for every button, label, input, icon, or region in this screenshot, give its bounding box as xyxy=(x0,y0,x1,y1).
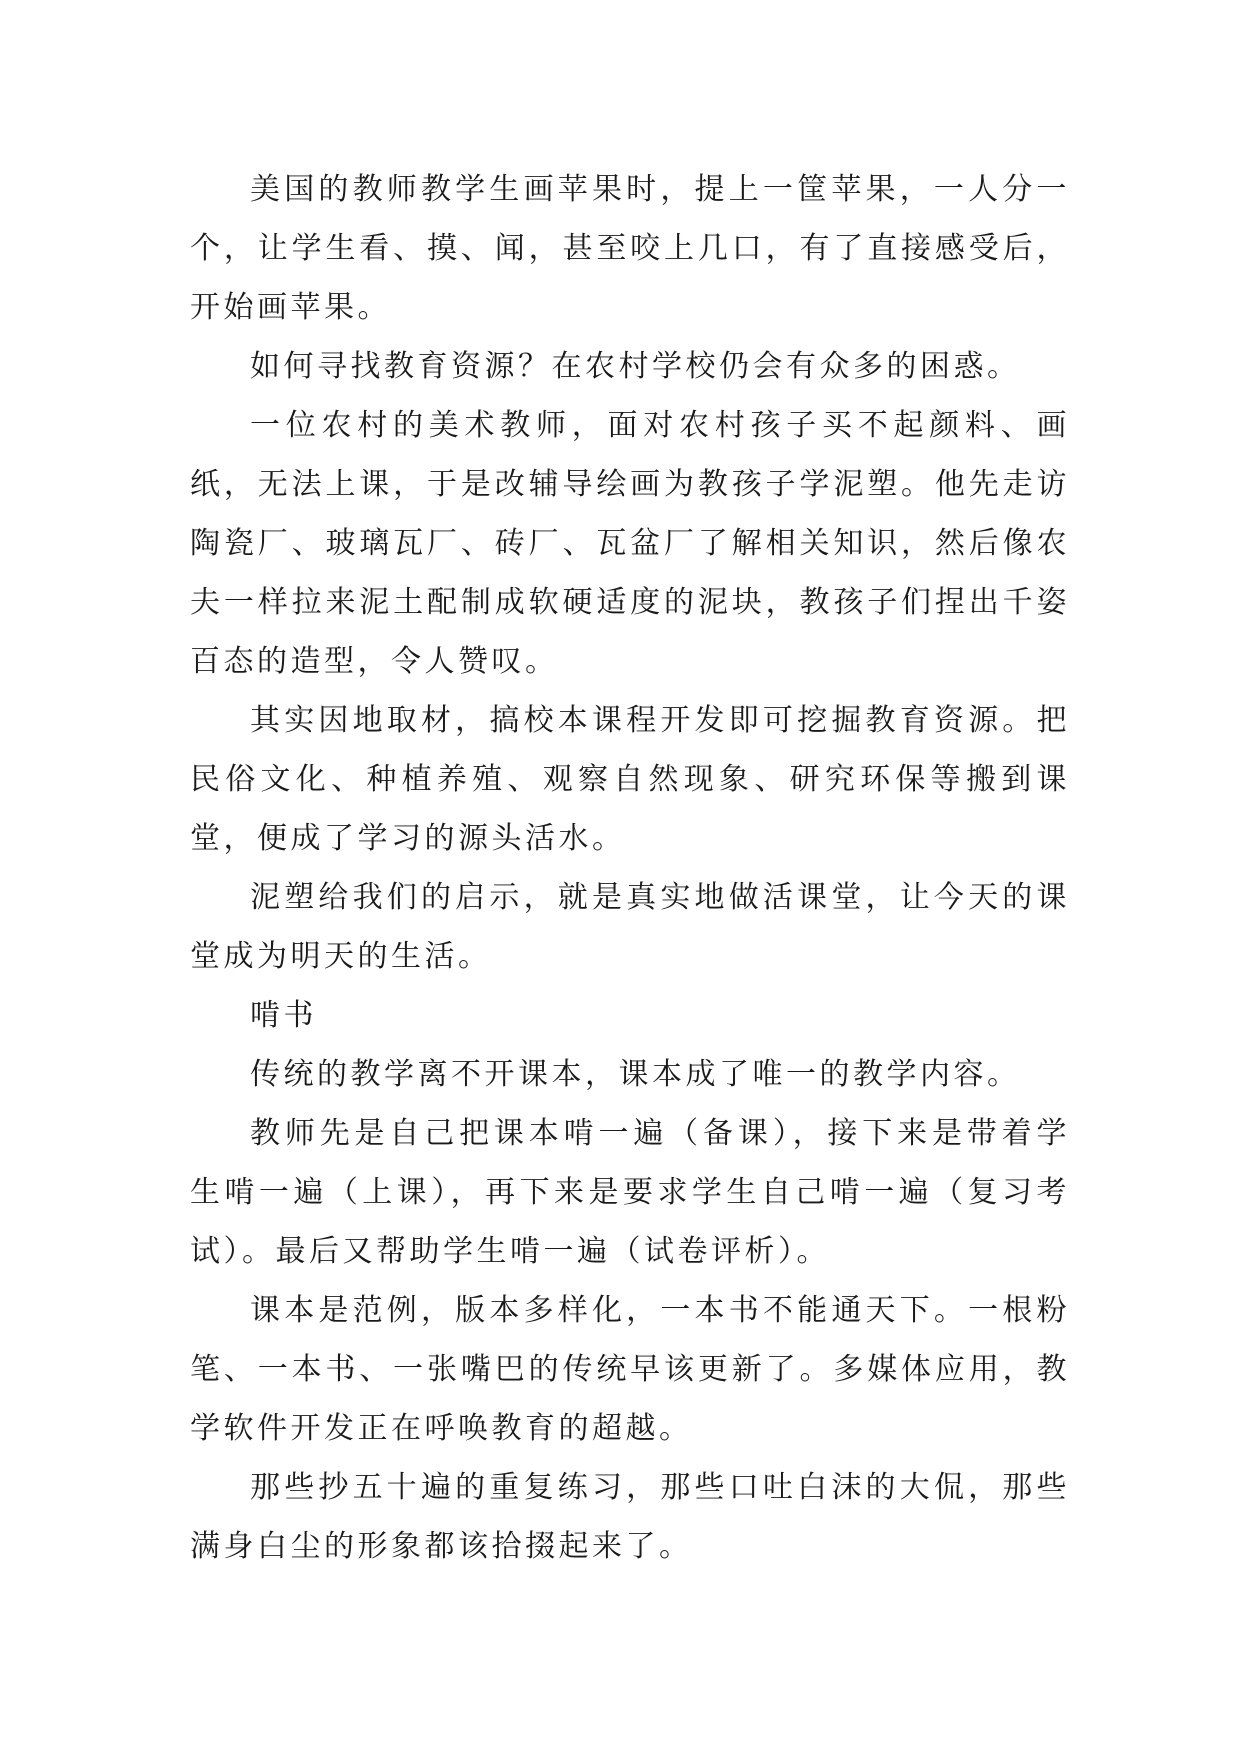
paragraph-teacher-routine: 教师先是自己把课本啃一遍（备课），接下来是带着学生啃一遍（上课），再下来是要求学生自己啃一遍（复习考试）。最后又帮助学生啃一遍（试卷评析）。 xyxy=(190,1116,1070,1269)
paragraph-traditional-textbook: 传统的教学离不开课本，课本成了唯一的教学内容。 xyxy=(250,1057,1021,1092)
document-page xyxy=(190,160,1070,1576)
paragraph-resource-question: 如何寻找教育资源？在农村学校仍会有众多的困惑。 xyxy=(250,349,1021,384)
paragraph-apple-drawing: 美国的教师教学生画苹果时，提上一筐苹果，一人分一个，让学生看、摸、闻，甚至咬上几口，有了直接感受后，开始画苹果。 xyxy=(190,172,1070,325)
paragraph-rural-art-teacher: 一位农村的美术教师，面对农村孩子买不起颜料、画纸，无法上课，于是改辅导绘画为教孩子学泥塑。他先走访陶瓷厂、玻璃瓦厂、砖厂、瓦盆厂了解相关知识，然后像农夫一样拉来泥土配制成软硬适度的泥块，教孩子们捏出千姿百态的造型，令人赞叹。 xyxy=(190,408,1070,679)
paragraph-repetitive-practice: 那些抄五十遍的重复练习，那些口吐白沫的大侃，那些满身白尘的形象都该拾掇起来了。 xyxy=(190,1470,1070,1564)
paragraph-clay-lesson: 泥塑给我们的启示，就是真实地做活课堂，让今天的课堂成为明天的生活。 xyxy=(190,880,1070,974)
paragraph-local-materials: 其实因地取材，搞校本课程开发即可挖掘教育资源。把民俗文化、种植养殖、观察自然现象、研究环保等搬到课堂，便成了学习的源头活水。 xyxy=(190,703,1070,856)
section-heading-book-chewing: 啃书 xyxy=(250,998,317,1033)
paragraph-textbook-as-example: 课本是范例，版本多样化，一本书不能通天下。一根粉笔、一本书、一张嘴巴的传统早该更新了。多媒体应用，教学软件开发正在呼唤教育的超越。 xyxy=(190,1293,1070,1446)
